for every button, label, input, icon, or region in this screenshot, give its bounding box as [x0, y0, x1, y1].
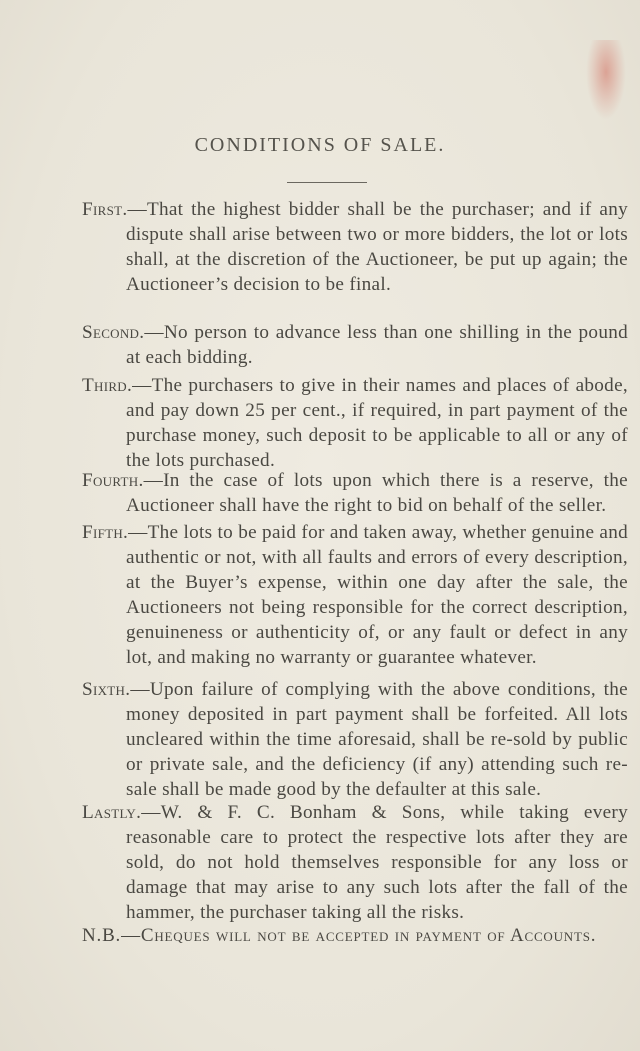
page-title: CONDITIONS OF SALE.	[194, 134, 446, 156]
condition-lastly	[82, 800, 628, 925]
condition-sixth	[82, 677, 628, 802]
condition-text: —In the case of lots upon which there is a reserve, the Auctioneer shall have the right to bid on behalf of the seller.	[126, 470, 628, 516]
paper-stain	[586, 40, 626, 120]
condition-text: —The lots to be paid for and taken away, whether genuine and authentic or not, with all faults and errors of every description, at the Buyer’s expense, within one day after the sale, the Auctioneers not being responsible for the correct description, genuineness or authenticity of, or any fault or defect in any lot, and making no warranty or guarantee whatever.	[126, 522, 628, 668]
condition-lead: Third.	[82, 375, 133, 396]
condition-lead: Second.	[82, 322, 145, 343]
condition-fifth	[82, 520, 628, 670]
condition-lead: Fourth.	[82, 470, 144, 491]
condition-lead: Sixth.	[82, 679, 131, 700]
condition-text: —That the highest bidder shall be the purchaser; and if any dispute shall arise between two or more bidders, the lot or lots shall, at the discretion of the Auctioneer, be put up again; the Auctioneer’s decision to be final.	[126, 199, 628, 295]
title-divider	[287, 182, 367, 183]
condition-first	[82, 197, 628, 297]
condition-second	[82, 320, 628, 370]
condition-text: —Upon failure of complying with the above conditions, the money deposited in part payment shall be forfeited. All lots uncleared within the time aforesaid, shall be re-sold by public or private sale, and the deficiency (if any) attending such re-sale shall be made good by the defaulter at this sale.	[126, 679, 628, 800]
condition-lead: Lastly.	[82, 802, 142, 823]
condition-text: —W. & F. C. Bonham & Sons, while taking every reasonable care to protect the respective lots after they are sold, do not hold themselves responsible for any loss or damage that may arise to any such lots after the fall of the hammer, the purchaser taking all the risks.	[126, 802, 628, 923]
condition-fourth	[82, 468, 628, 518]
payment-note: N.B.—Cheques will not be accepted in payment of Accounts.	[82, 925, 597, 946]
condition-lead: First.	[82, 199, 128, 220]
condition-text: —The purchasers to give in their names and places of abode, and pay down 25 per cent., if required, in part payment of the purchase money, such deposit to be applicable to all or any of the lots purchased.	[126, 375, 628, 471]
condition-lead: Fifth.	[82, 522, 129, 543]
condition-text: —No person to advance less than one shilling in the pound at each bidding.	[126, 322, 628, 368]
condition-third	[82, 373, 628, 473]
